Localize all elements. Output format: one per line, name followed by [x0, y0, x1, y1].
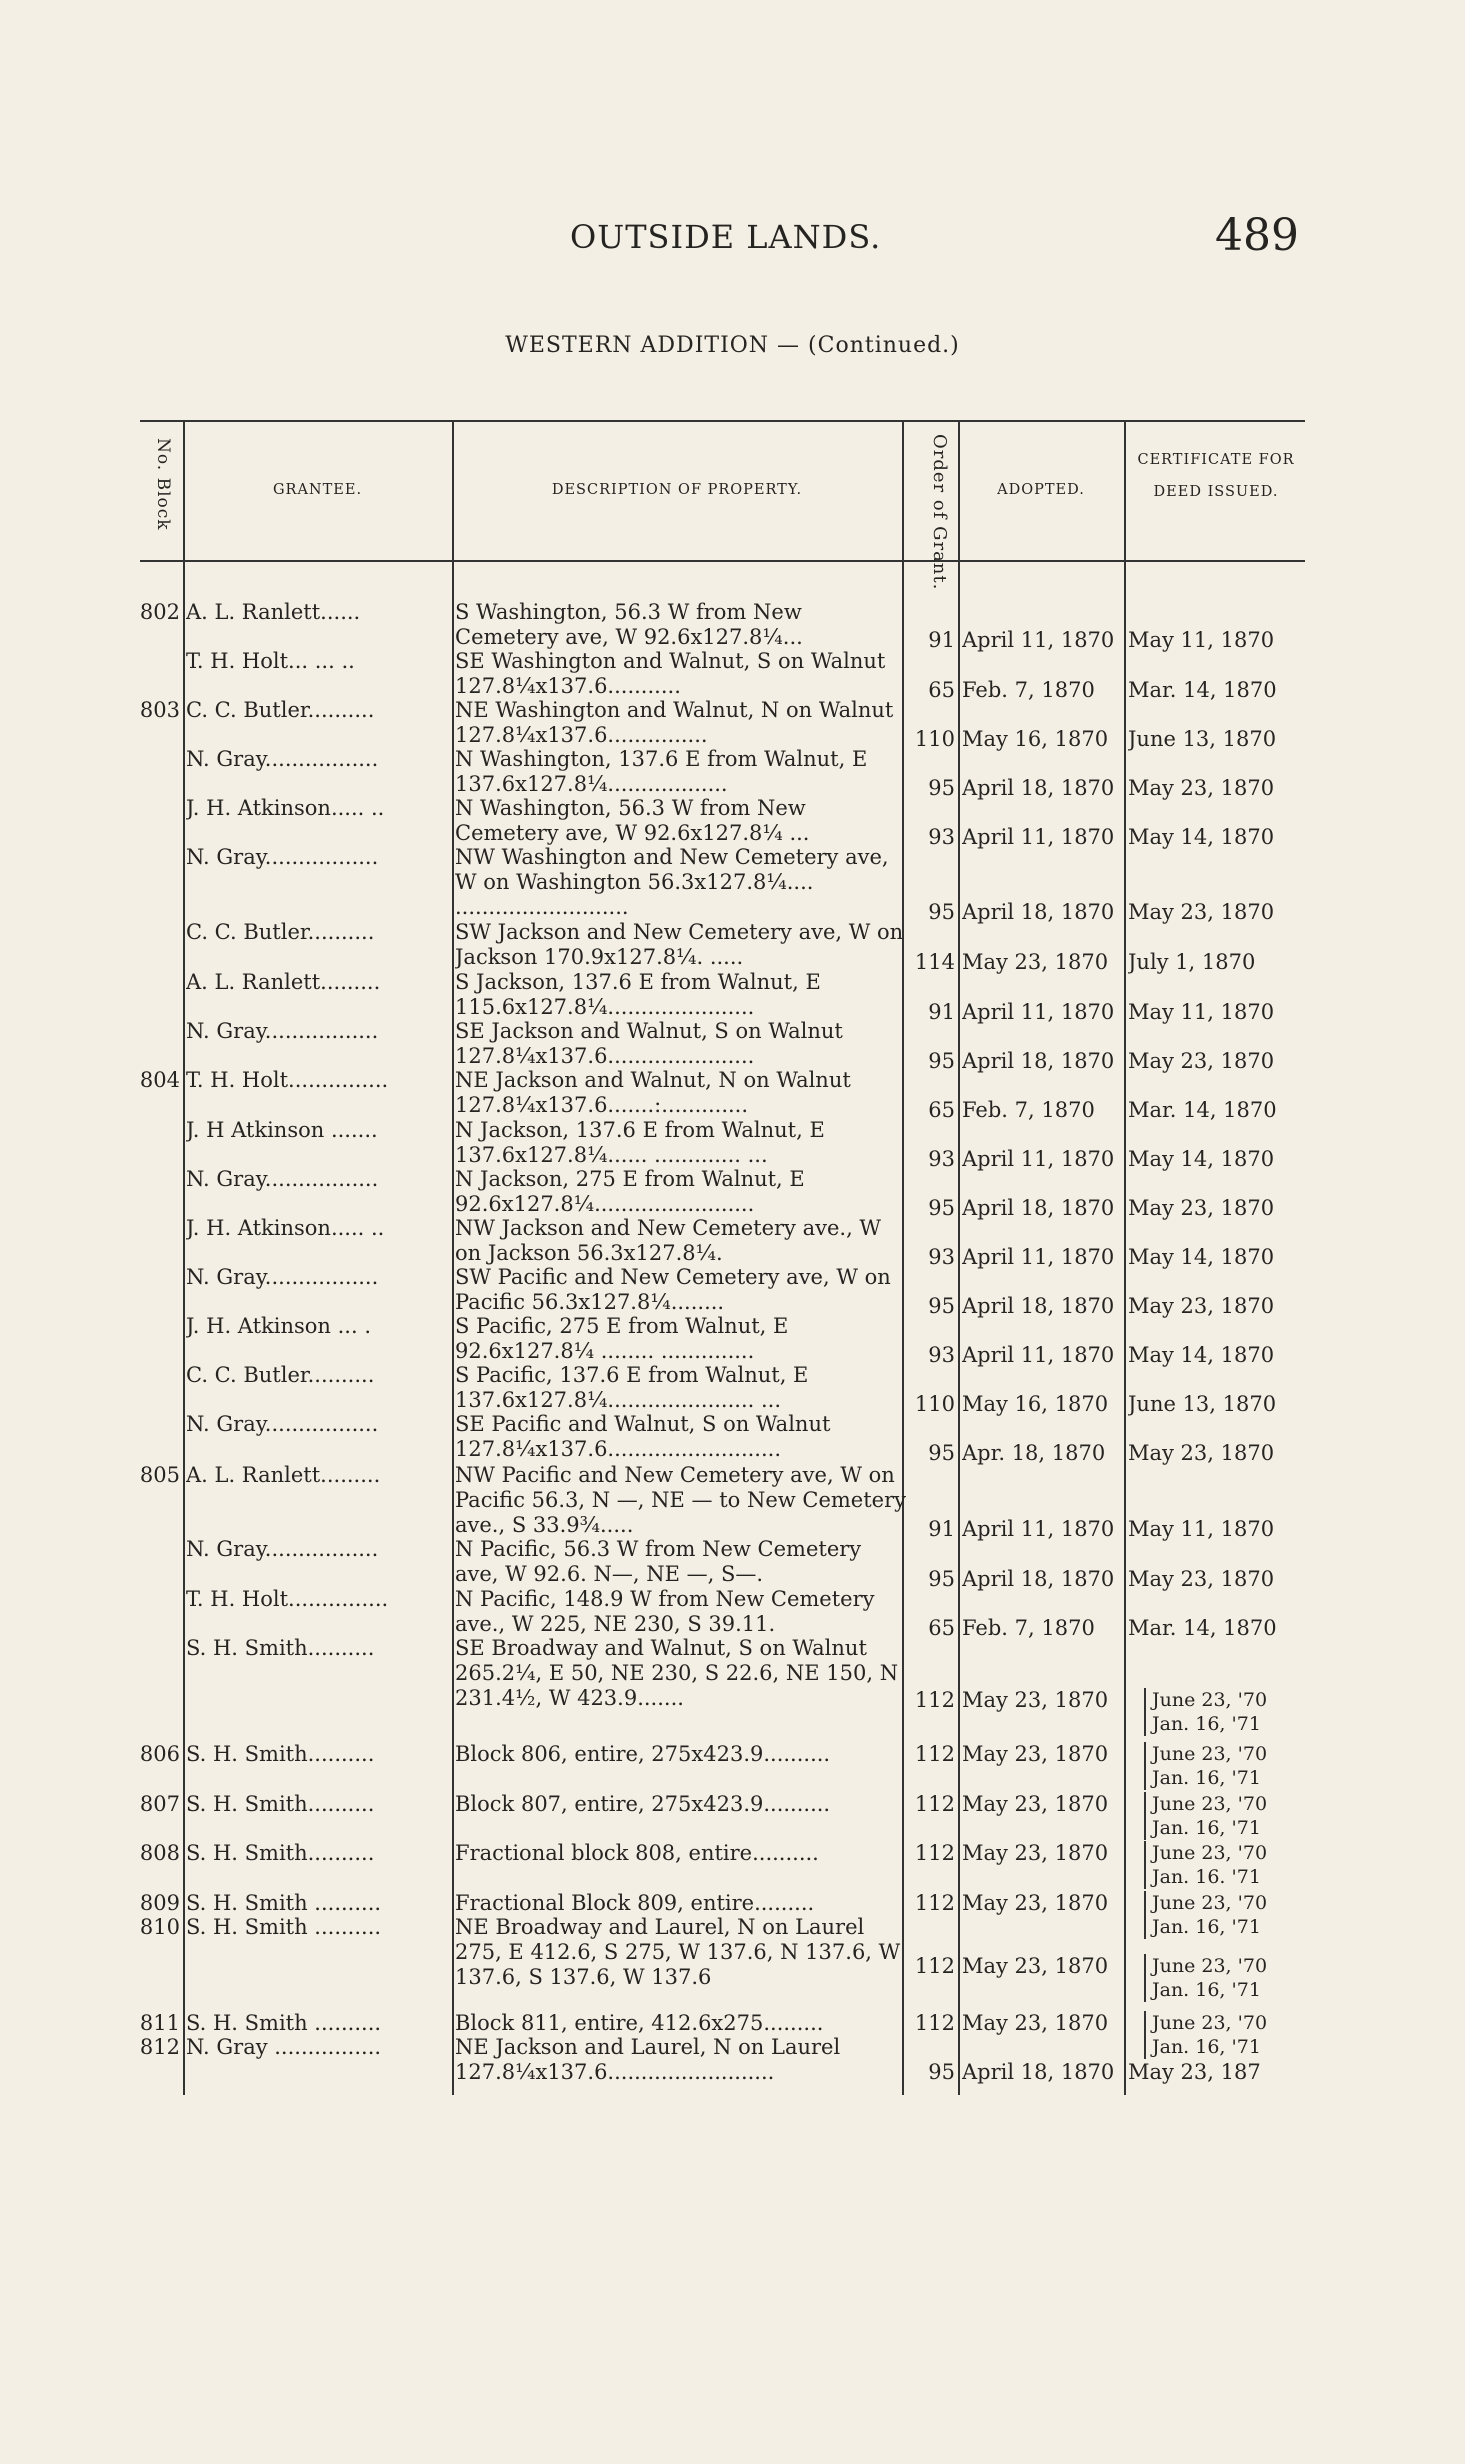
- grantee: T. H. Holt...............: [186, 1587, 389, 1611]
- adopted-date: Feb. 7, 1870: [962, 1098, 1095, 1122]
- adopted-date: April 18, 1870: [962, 1294, 1115, 1318]
- property-description: Block 806, entire, 275x423.9..........: [455, 1742, 831, 1766]
- adopted-date: May 23, 1870: [962, 1792, 1109, 1816]
- property-description: Fractional Block 809, entire.........: [455, 1891, 815, 1915]
- grant-order: 91: [928, 628, 955, 652]
- block-number: 803: [139, 698, 180, 722]
- certificate-date: May 23, 1870: [1128, 1049, 1275, 1073]
- property-description: N Washington, 137.6 E from Walnut, E 137.6x127.8¼..................: [455, 747, 868, 796]
- certificate-date: May 23, 1870: [1128, 900, 1275, 924]
- property-description: S Pacific, 275 E from Walnut, E 92.6x127.8¼ ........ ..............: [455, 1314, 789, 1363]
- certificate-line: June 23, '70: [1152, 1842, 1268, 1864]
- grantee: A. L. Ranlett......: [186, 600, 361, 624]
- certificate-date: June 13, 1870: [1128, 727, 1277, 751]
- header-grant: Order of Grant.: [929, 434, 950, 591]
- grantee: N. Gray.................: [186, 1265, 379, 1289]
- property-description: NW Pacific and New Cemetery ave, W on Pacific 56.3, N —, NE — to New Cemetery ave., S 33.9¾.....: [455, 1463, 907, 1537]
- property-description: Block 811, entire, 412.6x275.........: [455, 2011, 824, 2035]
- certificate-date: [1144, 1841, 1312, 1889]
- certificate-date: Mar. 14, 1870: [1128, 1098, 1277, 1122]
- column-rule: [1124, 420, 1126, 2095]
- property-description: SE Washington and Walnut, S on Walnut 127.8¼x137.6...........: [455, 649, 886, 698]
- grantee: N. Gray ................: [186, 2035, 382, 2059]
- certificate-date: May 11, 1870: [1128, 1517, 1275, 1541]
- grant-order: 65: [928, 1098, 955, 1122]
- table-top-rule: [140, 420, 1305, 422]
- certificate-date: [1144, 1954, 1312, 2002]
- adopted-date: May 23, 1870: [962, 950, 1109, 974]
- adopted-date: May 23, 1870: [962, 1688, 1109, 1712]
- property-description: N Pacific, 148.9 W from New Cemetery ave., W 225, NE 230, S 39.11.: [455, 1587, 875, 1636]
- grant-order: 112: [914, 2011, 955, 2035]
- certificate-date: May 23, 1870: [1128, 1196, 1275, 1220]
- grantee: C. C. Butler..........: [186, 920, 375, 944]
- block-number: 808: [139, 1841, 180, 1865]
- property-description: NE Washington and Walnut, N on Walnut 127.8¼x137.6...............: [455, 698, 894, 747]
- grant-order: 93: [928, 1343, 955, 1367]
- certificate-line: Jan. 16. '71: [1152, 1866, 1261, 1888]
- certificate-date: [1144, 1742, 1312, 1790]
- adopted-date: May 23, 1870: [962, 1891, 1109, 1915]
- certificate-date: June 13, 1870: [1128, 1392, 1277, 1416]
- grant-order: 93: [928, 1245, 955, 1269]
- certificate-date: May 11, 1870: [1128, 628, 1275, 652]
- adopted-date: April 11, 1870: [962, 1147, 1115, 1171]
- header-description: DESCRIPTION OF PROPERTY.: [551, 482, 803, 498]
- grantee: T. H. Holt...............: [186, 1068, 389, 1092]
- certificate-line: Jan. 16, '71: [1152, 1713, 1261, 1735]
- grant-order: 65: [928, 1616, 955, 1640]
- adopted-date: April 18, 1870: [962, 1049, 1115, 1073]
- property-description: NE Broadway and Laurel, N on Laurel 275, E 412.6, S 275, W 137.6, N 137.6, W 137.6, S 137.6, W 137.6: [455, 1915, 901, 1989]
- property-description: Block 807, entire, 275x423.9..........: [455, 1792, 831, 1816]
- running-head: [0, 210, 1465, 270]
- certificate-line: June 23, '70: [1152, 1689, 1268, 1711]
- grant-order: 114: [914, 950, 955, 974]
- grant-order: 112: [914, 1891, 955, 1915]
- grant-order: 112: [914, 1841, 955, 1865]
- certificate-line: June 23, '70: [1152, 1793, 1268, 1815]
- block-number: 811: [139, 2011, 180, 2035]
- grant-order: 95: [928, 900, 955, 924]
- certificate-date: Mar. 14, 1870: [1128, 1616, 1277, 1640]
- certificate-date: [1144, 1792, 1312, 1840]
- adopted-date: Apr. 18, 1870: [962, 1441, 1106, 1465]
- property-description: SW Pacific and New Cemetery ave, W on Pacific 56.3x127.8¼........: [455, 1265, 891, 1314]
- column-rule: [452, 420, 454, 2095]
- grantee: C. C. Butler..........: [186, 1363, 375, 1387]
- grantee: N. Gray.................: [186, 845, 379, 869]
- certificate-date: May 23, 187: [1128, 2060, 1261, 2084]
- grantee: J. H. Atkinson..... ..: [186, 1216, 385, 1240]
- header-adopted: ADOPTED.: [997, 482, 1085, 498]
- certificate-line: Jan. 16, '71: [1152, 1817, 1261, 1839]
- page-number: 489: [1215, 210, 1299, 261]
- adopted-date: May 23, 1870: [962, 2011, 1109, 2035]
- property-description: NE Jackson and Walnut, N on Walnut 127.8¼x137.6.......:.............: [455, 1068, 851, 1117]
- grantee: N. Gray.................: [186, 1412, 379, 1436]
- adopted-date: April 11, 1870: [962, 1245, 1115, 1269]
- grantee: S. H. Smith..........: [186, 1792, 375, 1816]
- grant-order: 95: [928, 776, 955, 800]
- adopted-date: April 11, 1870: [962, 628, 1115, 652]
- header-bottom-rule: [140, 560, 1305, 562]
- certificate-date: May 14, 1870: [1128, 825, 1275, 849]
- property-description: S Washington, 56.3 W from New Cemetery ave, W 92.6x127.8¼...: [455, 600, 803, 649]
- grant-order: 95: [928, 1567, 955, 1591]
- adopted-date: May 16, 1870: [962, 1392, 1109, 1416]
- adopted-date: Feb. 7, 1870: [962, 678, 1095, 702]
- grant-order: 93: [928, 1147, 955, 1171]
- adopted-date: April 11, 1870: [962, 1000, 1115, 1024]
- grant-order: 112: [914, 1792, 955, 1816]
- grant-order: 95: [928, 1441, 955, 1465]
- grantee: S. H. Smith ..........: [186, 1891, 382, 1915]
- certificate-date: Mar. 14, 1870: [1128, 678, 1277, 702]
- block-number: 805: [139, 1463, 180, 1487]
- block-number: 802: [139, 600, 180, 624]
- certificate-date: [1144, 1688, 1312, 1736]
- grant-order: 95: [928, 1196, 955, 1220]
- grantee: N. Gray.................: [186, 1019, 379, 1043]
- grantee: J. H. Atkinson ... .: [186, 1314, 372, 1338]
- adopted-date: April 18, 1870: [962, 900, 1115, 924]
- grant-order: 95: [928, 2060, 955, 2084]
- property-description: NE Jackson and Laurel, N on Laurel 127.8¼x137.6.........................: [455, 2035, 841, 2084]
- adopted-date: April 18, 1870: [962, 1567, 1115, 1591]
- adopted-date: April 18, 1870: [962, 1196, 1115, 1220]
- grantee: T. H. Holt... ... ..: [186, 649, 355, 673]
- grant-order: 93: [928, 825, 955, 849]
- certificate-date: [1144, 2011, 1312, 2059]
- adopted-date: April 18, 1870: [962, 776, 1115, 800]
- property-description: Fractional block 808, entire..........: [455, 1841, 819, 1865]
- property-description: N Jackson, 137.6 E from Walnut, E 137.6x127.8¼...... ............. ...: [455, 1118, 825, 1167]
- property-description: N Jackson, 275 E from Walnut, E 92.6x127.8¼........................: [455, 1167, 805, 1216]
- property-description: S Jackson, 137.6 E from Walnut, E 115.6x127.8¼......................: [455, 970, 821, 1019]
- certificate-line: June 23, '70: [1152, 1743, 1268, 1765]
- grantee: N. Gray.................: [186, 747, 379, 771]
- grantee: A. L. Ranlett.........: [186, 970, 381, 994]
- adopted-date: May 23, 1870: [962, 1954, 1109, 1978]
- certificate-line: June 23, '70: [1152, 2012, 1268, 2034]
- block-number: 812: [139, 2035, 180, 2059]
- grant-order: 112: [914, 1688, 955, 1712]
- property-description: N Pacific, 56.3 W from New Cemetery ave, W 92.6. N—, NE —, S—.: [455, 1537, 862, 1586]
- grantee: S. H. Smith ..........: [186, 1915, 382, 1939]
- property-description: N Washington, 56.3 W from New Cemetery ave, W 92.6x127.8¼ ...: [455, 796, 810, 845]
- certificate-line: Jan. 16, '71: [1152, 2036, 1261, 2058]
- certificate-date: [1144, 1891, 1312, 1939]
- adopted-date: April 18, 1870: [962, 2060, 1115, 2084]
- ledger-table: [140, 420, 1305, 2095]
- grant-order: 112: [914, 1954, 955, 1978]
- property-description: NW Jackson and New Cemetery ave., W on Jackson 56.3x127.8¼.: [455, 1216, 881, 1265]
- certificate-date: May 23, 1870: [1128, 1294, 1275, 1318]
- certificate-line: June 23, '70: [1152, 1955, 1268, 1977]
- grant-order: 65: [928, 678, 955, 702]
- header-certificate: CERTIFICATE FOR DEED ISSUED.: [1137, 452, 1295, 500]
- certificate-date: May 23, 1870: [1128, 776, 1275, 800]
- grantee: J. H Atkinson .......: [186, 1118, 378, 1142]
- grant-order: 110: [914, 727, 955, 751]
- certificate-date: May 14, 1870: [1128, 1245, 1275, 1269]
- grantee: J. H. Atkinson..... ..: [186, 796, 385, 820]
- adopted-date: May 23, 1870: [962, 1742, 1109, 1766]
- header-block: No. Block: [153, 438, 173, 531]
- block-number: 804: [139, 1068, 180, 1092]
- property-description: NW Washington and New Cemetery ave, W on Washington 56.3x127.8¼.... ..........................: [455, 845, 889, 919]
- certificate-line: June 23, '70: [1152, 1892, 1268, 1914]
- property-description: SW Jackson and New Cemetery ave, W on Jackson 170.9x127.8¼. .....: [455, 920, 904, 969]
- header-grantee: GRANTEE.: [272, 482, 363, 498]
- grantee: N. Gray.................: [186, 1537, 379, 1561]
- certificate-date: May 23, 1870: [1128, 1567, 1275, 1591]
- adopted-date: April 11, 1870: [962, 1517, 1115, 1541]
- section-title: WESTERN ADDITION — (Continued.): [505, 333, 960, 358]
- column-rule: [958, 420, 960, 2095]
- grantee: S. H. Smith..........: [186, 1742, 375, 1766]
- property-description: SE Broadway and Walnut, S on Walnut 265.2¼, E 50, NE 230, S 22.6, NE 150, N 231.4½, W 423.9.......: [455, 1636, 899, 1710]
- property-description: SE Jackson and Walnut, S on Walnut 127.8¼x137.6......................: [455, 1019, 843, 1068]
- grantee: A. L. Ranlett.........: [186, 1463, 381, 1487]
- block-number: 806: [139, 1742, 180, 1766]
- adopted-date: April 11, 1870: [962, 825, 1115, 849]
- block-number: 810: [139, 1915, 180, 1939]
- grantee: S. H. Smith ..........: [186, 2011, 382, 2035]
- grant-order: 95: [928, 1294, 955, 1318]
- certificate-date: May 14, 1870: [1128, 1147, 1275, 1171]
- certificate-line: Jan. 16, '71: [1152, 1979, 1261, 2001]
- column-rule: [183, 420, 185, 2095]
- grantee: C. C. Butler..........: [186, 698, 375, 722]
- grant-order: 91: [928, 1000, 955, 1024]
- block-number: 807: [139, 1792, 180, 1816]
- adopted-date: Feb. 7, 1870: [962, 1616, 1095, 1640]
- certificate-line: Jan. 16, '71: [1152, 1767, 1261, 1789]
- certificate-date: July 1, 1870: [1128, 950, 1256, 974]
- certificate-line: Jan. 16, '71: [1152, 1916, 1261, 1938]
- grantee: S. H. Smith..........: [186, 1636, 375, 1660]
- grant-order: 112: [914, 1742, 955, 1766]
- grant-order: 95: [928, 1049, 955, 1073]
- certificate-date: May 14, 1870: [1128, 1343, 1275, 1367]
- property-description: SE Pacific and Walnut, S on Walnut 127.8¼x137.6..........................: [455, 1412, 831, 1461]
- adopted-date: May 16, 1870: [962, 727, 1109, 751]
- property-description: S Pacific, 137.6 E from Walnut, E 137.6x127.8¼...................... ...: [455, 1363, 809, 1412]
- certificate-date: May 11, 1870: [1128, 1000, 1275, 1024]
- grantee: S. H. Smith..........: [186, 1841, 375, 1865]
- adopted-date: May 23, 1870: [962, 1841, 1109, 1865]
- block-number: 809: [139, 1891, 180, 1915]
- page-title: OUTSIDE LANDS.: [570, 218, 882, 256]
- grantee: N. Gray.................: [186, 1167, 379, 1191]
- grant-order: 91: [928, 1517, 955, 1541]
- adopted-date: April 11, 1870: [962, 1343, 1115, 1367]
- certificate-date: May 23, 1870: [1128, 1441, 1275, 1465]
- grant-order: 110: [914, 1392, 955, 1416]
